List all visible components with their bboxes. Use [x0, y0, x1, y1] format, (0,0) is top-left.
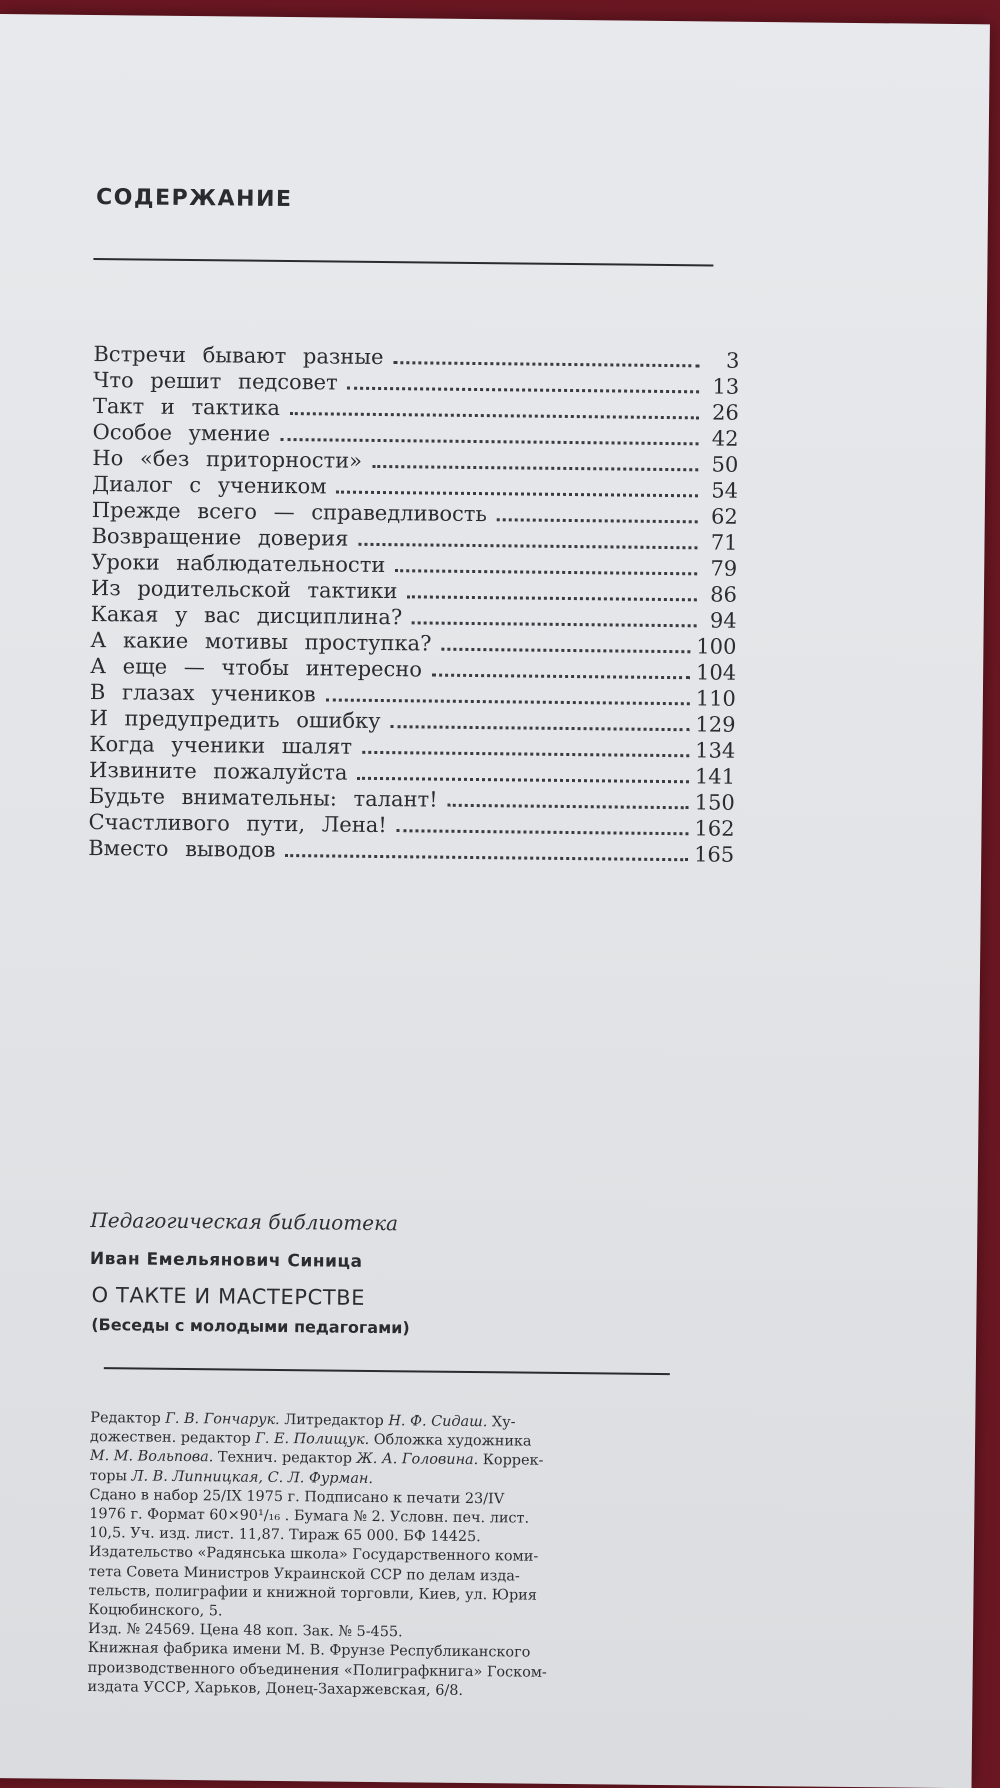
- toc-dot-leader: [432, 674, 690, 680]
- toc-entry-page: 129: [695, 712, 736, 737]
- toc-dot-leader: [390, 725, 689, 731]
- toc-entry-title: Уроки наблюдательности: [91, 549, 386, 578]
- toc-entry-page: 26: [712, 400, 739, 425]
- imprint-line: производственного объединения «Полиграфкнига» Госком-: [87, 1659, 547, 1681]
- toc-entry-title: Возвращение доверия: [91, 523, 349, 551]
- toc-dot-leader: [412, 621, 697, 627]
- toc-entry-title: Какая у вас дисциплина?: [90, 601, 403, 630]
- imprint-name: Г. Е. Полищук.: [255, 1430, 370, 1449]
- toc-entry-title: В глазах учеников: [89, 679, 316, 707]
- toc-entry-title: Особое умение: [92, 419, 271, 446]
- imprint-text: дожествен. редактор: [90, 1429, 256, 1447]
- imprint-line: Издательство «Радянська школа» Государственного коми-: [88, 1544, 539, 1566]
- toc-dot-leader: [362, 751, 689, 757]
- imprint-name: Н. Ф. Сидаш.: [388, 1413, 488, 1431]
- toc-dot-leader: [407, 595, 697, 601]
- imprint-line: издата УССР, Харьков, Донец-Захаржевская, 6/8.: [87, 1678, 464, 1699]
- imprint-line: 10,5. Уч. изд. лист. 11,87. Тираж 65 000. БФ 14425.: [89, 1525, 481, 1546]
- author-name: Иван Емельянович Синица: [89, 1249, 363, 1272]
- toc-entry-title: Извините пожалуйста: [88, 757, 348, 785]
- imprint-line: Книжная фабрика имени М. В. Фрунзе Республиканского: [87, 1640, 531, 1662]
- toc-entry-page: 141: [694, 764, 736, 789]
- toc-divider: [93, 258, 713, 266]
- book-title: О ТАКТЕ И МАСТЕРСТВЕ: [91, 1283, 366, 1310]
- imprint-line: 1976 г. Формат 60×90¹/₁₆ . Бумага № 2. Условн. печ. лист.: [89, 1506, 530, 1527]
- toc-dot-leader: [395, 569, 697, 575]
- toc-dot-leader: [372, 465, 698, 471]
- toc-dot-leader: [441, 648, 690, 654]
- toc-entry-page: 86: [710, 582, 738, 607]
- toc-entry-page: 110: [695, 686, 736, 711]
- book-page: [0, 14, 990, 1788]
- toc-list: [88, 342, 739, 869]
- toc-entry-page: 62: [710, 504, 738, 529]
- toc-entry-title: Прежде всего — справедливость: [91, 497, 487, 527]
- toc-entry-title: Но «без приторности»: [92, 445, 363, 473]
- toc-entry-page: 3: [725, 348, 740, 373]
- imprint-text: Редактор: [90, 1410, 166, 1427]
- imprint-name: Г. В. Гончарук.: [165, 1410, 280, 1429]
- toc-dot-leader: [348, 387, 700, 394]
- toc-dot-leader: [397, 829, 689, 835]
- toc-entry-title: Будьте внимательны: талант!: [88, 783, 438, 812]
- toc-entry: [88, 836, 734, 869]
- toc-entry-page: 79: [710, 556, 738, 581]
- toc-entry-page: 150: [694, 790, 735, 815]
- series-name: Педагогическая библиотека: [90, 1208, 399, 1236]
- toc-dot-leader: [497, 518, 698, 523]
- imprint-name: М. М. Вольпова.: [89, 1448, 214, 1466]
- toc-dot-leader: [336, 491, 698, 498]
- imprint-block: [87, 1409, 710, 1704]
- book-subtitle: (Беседы с молодыми педагогами): [91, 1315, 410, 1338]
- toc-entry-page: 54: [711, 478, 739, 503]
- imprint-name: Ж. А. Головина.: [356, 1451, 479, 1469]
- toc-entry-title: Встречи бывают разные: [93, 341, 384, 370]
- toc-entry-title: А какие мотивы проступка?: [90, 627, 432, 656]
- imprint-text: Технич. редактор: [213, 1449, 357, 1468]
- imprint-name: Л. В. Липницкая, С. Л. Фурман.: [131, 1468, 374, 1487]
- imprint-line: Изд. № 24569. Цена 48 коп. Зак. № 5-455.: [88, 1621, 403, 1641]
- toc-entry-page: 134: [695, 738, 736, 763]
- colophon-divider: [104, 1367, 670, 1375]
- toc-dot-leader: [285, 854, 688, 861]
- toc-entry-page: 94: [709, 608, 737, 633]
- toc-dot-leader: [393, 361, 699, 367]
- toc-dot-leader: [358, 543, 697, 550]
- toc-dot-leader: [290, 412, 699, 419]
- imprint-line: Коцюбинского, 5.: [88, 1602, 223, 1620]
- toc-entry-page: 50: [711, 452, 739, 477]
- toc-entry-title: Счастливого пути, Лена!: [88, 809, 387, 838]
- toc-heading: СОДЕРЖАНИЕ: [95, 185, 293, 213]
- toc-entry-title: А еще — чтобы интересно: [90, 653, 423, 682]
- imprint-text: Ху-: [487, 1414, 516, 1431]
- imprint-line: Сдано в набор 25/IX 1975 г. Подписано к печати 23/IV: [89, 1486, 505, 1508]
- toc-entry-page: 13: [712, 374, 740, 399]
- toc-entry-title: Вместо выводов: [88, 835, 276, 862]
- imprint-text: Обложка художника: [369, 1432, 532, 1450]
- toc-entry-page: 104: [695, 660, 737, 685]
- toc-entry-page: 71: [710, 530, 738, 555]
- toc-entry-title: Диалог с учеником: [91, 471, 327, 499]
- imprint-line: тета Совета Министров Украинской ССР по делам изда-: [88, 1563, 520, 1585]
- toc-dot-leader: [280, 438, 698, 445]
- toc-entry-page: 162: [694, 816, 735, 841]
- toc-entry-page: 165: [694, 842, 735, 867]
- toc-entry-title: И предупредить ошибку: [89, 705, 381, 734]
- toc-entry-title: Когда ученики шалят: [89, 731, 353, 759]
- toc-entry-page: 100: [696, 634, 737, 659]
- toc-dot-leader: [357, 777, 689, 783]
- toc-dot-leader: [326, 698, 690, 705]
- toc-dot-leader: [448, 804, 689, 810]
- toc-entry-title: Что решит педсовет: [93, 367, 338, 395]
- toc-entry-title: Из родительской тактики: [90, 575, 398, 604]
- imprint-line: тельств, полиграфии и книжной торговли, Киев, ул. Юрия: [88, 1582, 537, 1604]
- imprint-text: торы: [89, 1467, 132, 1485]
- imprint-text: Литредактор: [279, 1412, 389, 1430]
- toc-entry-title: Такт и тактика: [92, 393, 281, 420]
- toc-entry-page: 42: [711, 426, 739, 451]
- imprint-text: Коррек-: [478, 1452, 544, 1470]
